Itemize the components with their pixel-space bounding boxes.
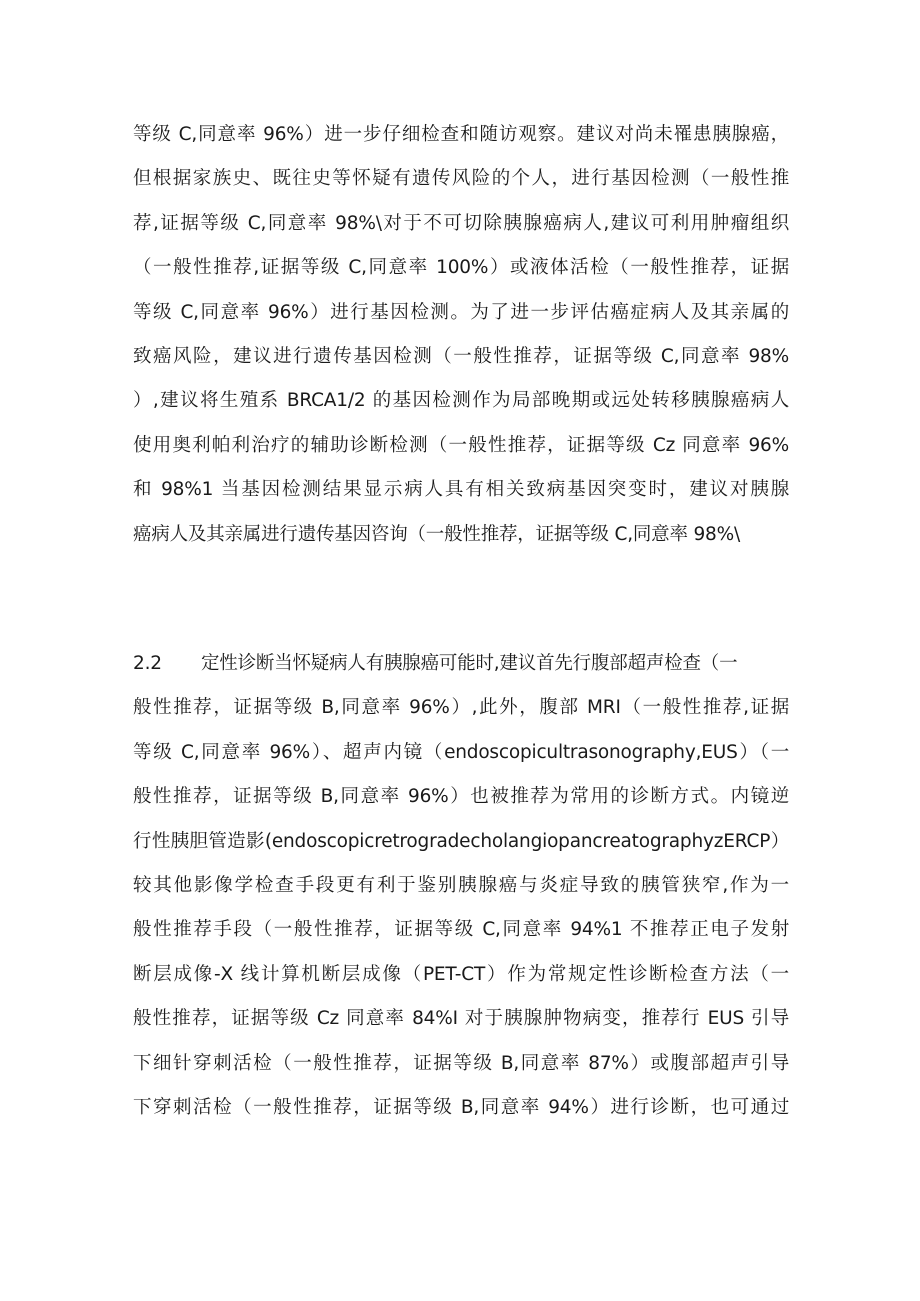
- text-line: 较其他影像学检查手段更有利于鉴别胰腺癌与炎症导致的胰管狭窄,作为一: [133, 874, 789, 896]
- text-line: 和 98%1 当基因检测结果显示病人具有相关致病基因突变时，建议对胰腺: [133, 479, 789, 501]
- text-line: 等级 C,同意率 96%）、超声内镜（endoscopicultrasonography,EUS）（一: [133, 741, 789, 763]
- section-first-line: 定性诊断当怀疑病人有胰腺癌可能时,建议首先行腹部超声检查（一: [201, 653, 738, 674]
- section-heading-line: [133, 642, 789, 686]
- text-line: 般性推荐，证据等级 Cz 同意率 84%I 对于胰腺肿物病变，推荐行 EUS 引导: [133, 1008, 789, 1030]
- text-line: 等级 C,同意率 96%）进行基因检测。为了进一步评估癌症病人及其亲属的: [133, 301, 789, 323]
- paragraph-qualitative-diagnosis: [133, 642, 789, 1130]
- text-line: ）,建议将生殖系 BRCA1/2 的基因检测作为局部晚期或远处转移胰腺癌病人: [133, 390, 789, 412]
- text-line: 癌病人及其亲属进行遗传基因咨询（一般性推荐，证据等级 C,同意率 98%\: [133, 523, 741, 545]
- text-line: 行性胰胆管造影(endoscopicretrogradecholangiopancreatographyzERCP）: [133, 830, 789, 852]
- text-line: 致癌风险，建议进行遗传基因检测（一般性推荐，证据等级 C,同意率 98%: [133, 345, 789, 367]
- text-line: 般性推荐手段（一般性推荐，证据等级 C,同意率 94%1 不推荐正电子发射: [133, 919, 789, 941]
- section-number: 2.2: [133, 653, 162, 674]
- text-line: 下细针穿刺活检（一般性推荐，证据等级 B,同意率 87%）或腹部超声引导: [133, 1052, 789, 1074]
- text-line: （一般性推荐,证据等级 C,同意率 100%）或液体活检（一般性推荐，证据: [133, 257, 789, 279]
- text-line: 但根据家族史、既往史等怀疑有遗传风险的个人，进行基因检测（一般性推: [133, 168, 789, 190]
- text-line: 般性推荐，证据等级 B,同意率 96%）,此外，腹部 MRI（一般性推荐,证据: [133, 697, 789, 719]
- text-line: 断层成像-X 线计算机断层成像（PET-CT）作为常规定性诊断检查方法（一: [133, 963, 789, 985]
- text-line: 下穿刺活检（一般性推荐，证据等级 B,同意率 94%）进行诊断，也可通过: [133, 1096, 789, 1118]
- text-line: 荐,证据等级 C,同意率 98%\对于不可切除胰腺癌病人,建议可利用肿瘤组织: [133, 212, 789, 234]
- text-line: 等级 C,同意率 96%）进一步仔细检查和随访观察。建议对尚未罹患胰腺癌，: [133, 124, 789, 145]
- paragraph-genetic-testing: [133, 113, 789, 557]
- text-line: 使用奥利帕利治疗的辅助诊断检测（一般性推荐，证据等级 Cz 同意率 96%: [133, 434, 789, 456]
- text-line: 般性推荐，证据等级 B,同意率 96%）也被推荐为常用的诊断方式。内镜逆: [133, 786, 789, 808]
